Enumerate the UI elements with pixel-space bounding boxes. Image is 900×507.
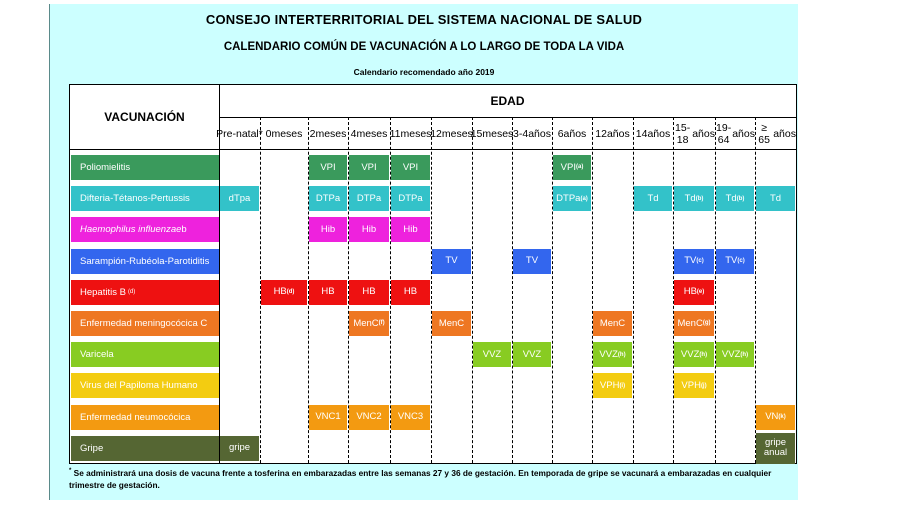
vaccine-dose-cell bbox=[220, 436, 259, 461]
vaccine-name-text: Sarampión-Rubéola-Parotiditis bbox=[80, 255, 210, 267]
dose-label: TV bbox=[525, 255, 539, 267]
footnote-ref: (e) bbox=[696, 289, 705, 296]
dose-label: VN bbox=[765, 411, 779, 423]
column-divider bbox=[472, 117, 473, 463]
dose-label: VPI bbox=[402, 161, 419, 173]
vaccine-dose-cell bbox=[674, 342, 714, 367]
vaccine-name-text: Enfermedad neumocócica bbox=[80, 411, 191, 423]
vaccine-dose-cell bbox=[261, 280, 307, 305]
vaccine-name bbox=[71, 217, 219, 242]
footnote-text: Se administrará una dosis de vacuna frente a tosferina en embarazadas entre las semanas 27 y 36 de gestación. En temporada de gripe se vacunará a embarazadas en cualquier trimestre de gestación. bbox=[69, 468, 772, 491]
vaccine-dose-cell bbox=[432, 249, 471, 274]
dose-label: VNC2 bbox=[356, 411, 382, 423]
vaccine-dose-cell bbox=[756, 405, 795, 430]
vaccine-name-text: Gripe bbox=[80, 442, 104, 454]
age-header-cell bbox=[552, 118, 592, 150]
vaccine-dose-cell bbox=[309, 217, 347, 242]
dose-label: gripe bbox=[228, 442, 251, 454]
vaccine-dose-cell bbox=[349, 280, 389, 305]
age-unit: años bbox=[692, 127, 715, 140]
footnote-ref: (h) bbox=[740, 351, 749, 358]
footnote-ref: (h) bbox=[699, 351, 708, 358]
age-unit: años bbox=[563, 127, 587, 140]
footnote-ref: (c) bbox=[737, 257, 745, 264]
footnote-ref: (k) bbox=[778, 413, 786, 420]
vaccine-name bbox=[71, 186, 219, 211]
vaccine-dose-cell bbox=[349, 155, 389, 180]
vaccine-name-text: Hepatitis B bbox=[80, 286, 126, 298]
vaccine-name-text: Enfermedad meningocócica C bbox=[80, 318, 208, 329]
vaccine-dose-cell bbox=[391, 186, 430, 211]
year-note: Calendario recomendado año 2019 bbox=[353, 67, 495, 77]
dose-label: Td bbox=[725, 192, 737, 204]
vaccine-name bbox=[71, 249, 219, 274]
dose-label: MenC bbox=[438, 317, 465, 329]
dose-label: TV bbox=[684, 255, 697, 267]
dose-label: VVZ bbox=[721, 348, 741, 360]
dose-label: VVZ bbox=[680, 348, 700, 360]
vaccine-dose-cell bbox=[593, 311, 632, 336]
vaccine-name-text: Poliomielitis bbox=[80, 162, 131, 173]
vaccine-name-suffix: b bbox=[181, 224, 187, 236]
dose-label: HB bbox=[273, 286, 287, 298]
age-header-cell bbox=[673, 118, 715, 150]
dose-label: DTPa bbox=[556, 192, 581, 204]
dose-label: VNC1 bbox=[315, 411, 341, 423]
age-header-cell bbox=[633, 118, 673, 150]
vaccine-dose-cell bbox=[716, 342, 754, 367]
footnote-ref: (a) bbox=[580, 195, 588, 202]
age-header-cell bbox=[308, 118, 348, 150]
footnote-ref: (c) bbox=[696, 257, 704, 264]
age-value: 2 bbox=[309, 127, 316, 140]
dose-label: VNC3 bbox=[397, 411, 424, 423]
vaccine-dose-cell bbox=[513, 342, 551, 367]
age-header-cell bbox=[390, 118, 431, 150]
age-header-cell bbox=[472, 118, 512, 150]
dose-label: Td bbox=[647, 192, 659, 204]
footnote bbox=[69, 467, 797, 491]
dose-label: Td bbox=[769, 192, 782, 204]
age-value: Pre- bbox=[216, 127, 236, 140]
footnote-ref: (d) bbox=[127, 289, 136, 296]
dose-label: VVZ bbox=[599, 348, 618, 360]
dose-label: Td bbox=[684, 192, 696, 204]
vaccine-dose-cell bbox=[513, 249, 551, 274]
dose-label: HB bbox=[683, 286, 697, 298]
column-divider bbox=[715, 117, 716, 463]
age-header-cell bbox=[216, 118, 263, 150]
footnote-ref: (a) bbox=[575, 164, 584, 171]
age-value: 15-18 bbox=[675, 121, 691, 146]
dose-label: VVZ bbox=[522, 348, 542, 360]
age-header-cell bbox=[715, 118, 755, 150]
vaccine-dose-cell bbox=[473, 342, 511, 367]
column-divider bbox=[633, 117, 634, 463]
vaccine-name bbox=[71, 436, 219, 461]
vaccination-table bbox=[69, 84, 797, 464]
dose-label: MenC bbox=[677, 317, 703, 329]
vaccine-name-text: Varicela bbox=[80, 349, 114, 361]
dose-label: HB bbox=[362, 286, 376, 298]
dose-label: VPI bbox=[560, 161, 576, 173]
dose-label: dTpa bbox=[228, 192, 251, 204]
vaccine-dose-cell bbox=[391, 405, 430, 430]
footnote-ref: (g) bbox=[702, 320, 711, 327]
vaccine-dose-cell bbox=[674, 186, 714, 211]
vaccine-dose-cell bbox=[349, 311, 389, 336]
column-divider bbox=[512, 117, 513, 463]
age-value: 6 bbox=[557, 127, 564, 140]
footnote-ref: (i) bbox=[619, 382, 626, 389]
vaccine-dose-cell bbox=[716, 249, 754, 274]
dose-label: Hib bbox=[361, 223, 377, 235]
vaccine-name-text: Virus del Papiloma Humano bbox=[80, 380, 198, 392]
age-header-cell bbox=[755, 118, 796, 150]
age-unit: años bbox=[773, 127, 796, 140]
dose-label: VPI bbox=[361, 161, 377, 173]
age-value: 15 bbox=[470, 127, 483, 140]
dose-label: MenC bbox=[353, 317, 379, 329]
dose-label: Hib bbox=[320, 223, 336, 235]
age-unit: años bbox=[528, 127, 551, 140]
dose-label: Hib bbox=[403, 223, 418, 235]
vaccine-name bbox=[71, 342, 219, 367]
vaccine-name bbox=[71, 155, 219, 180]
age-unit: meses bbox=[271, 127, 303, 140]
vaccine-dose-cell bbox=[674, 249, 714, 274]
dose-label: DTPa bbox=[315, 192, 341, 204]
dose-label: gripe anual bbox=[763, 437, 788, 459]
age-value: 12 bbox=[595, 127, 607, 140]
age-unit: meses bbox=[315, 127, 347, 140]
dose-label: VVZ bbox=[482, 348, 502, 360]
dose-label: HB bbox=[403, 286, 418, 298]
column-divider bbox=[431, 117, 432, 463]
vaccine-dose-cell bbox=[391, 280, 430, 305]
vaccine-dose-cell bbox=[309, 405, 347, 430]
age-unit: meses bbox=[400, 127, 432, 140]
age-value: 12 bbox=[430, 127, 442, 140]
age-column-header: EDAD bbox=[490, 94, 525, 108]
vaccine-dose-cell bbox=[756, 433, 795, 464]
dose-label: DTPa bbox=[356, 192, 382, 204]
age-value: 11 bbox=[389, 127, 401, 140]
dose-label: TV bbox=[725, 255, 738, 267]
age-header-cell bbox=[592, 118, 633, 150]
vaccine-dose-cell bbox=[674, 280, 714, 305]
vaccine-dose-cell bbox=[593, 373, 632, 398]
vaccine-dose-cell bbox=[220, 186, 259, 211]
vaccine-dose-cell bbox=[309, 280, 347, 305]
footnote-ref: (b) bbox=[695, 195, 704, 202]
vaccine-dose-cell bbox=[593, 342, 632, 367]
vaccine-name bbox=[71, 373, 219, 398]
vaccine-name bbox=[71, 405, 219, 430]
age-unit: meses bbox=[441, 127, 473, 140]
age-unit: años bbox=[606, 127, 630, 140]
age-unit: meses bbox=[482, 127, 514, 140]
age-unit: años bbox=[647, 127, 671, 140]
column-divider bbox=[592, 117, 593, 463]
footnote-mark: * bbox=[69, 468, 72, 475]
vaccine-dose-cell bbox=[674, 311, 714, 336]
age-header-cell bbox=[431, 118, 472, 150]
vaccine-dose-cell bbox=[349, 405, 389, 430]
vaccine-dose-cell bbox=[756, 186, 795, 211]
age-header-cell bbox=[348, 118, 390, 150]
footnote-ref: (f) bbox=[378, 320, 385, 327]
vaccine-dose-cell bbox=[553, 186, 591, 211]
dose-label: MenC bbox=[599, 317, 626, 329]
age-header-cell bbox=[260, 118, 308, 150]
vaccine-dose-cell bbox=[349, 186, 389, 211]
vaccination-calendar-panel bbox=[49, 4, 798, 500]
age-unit: meses bbox=[356, 127, 388, 140]
age-value: 14 bbox=[635, 127, 648, 140]
dose-label: VPH bbox=[599, 379, 620, 391]
vaccine-dose-cell bbox=[716, 186, 754, 211]
dose-label: TV bbox=[445, 255, 458, 267]
age-value: 4 bbox=[350, 127, 357, 140]
page-subtitle: CALENDARIO COMÚN DE VACUNACIÓN A LO LARGO DE TODA LA VIDA bbox=[223, 41, 625, 53]
age-value: ≥ 65 bbox=[758, 121, 770, 146]
vaccine-name-italic: Haemophilus influenzae bbox=[80, 224, 182, 236]
vaccine-dose-cell bbox=[391, 217, 430, 242]
age-unit: años bbox=[732, 127, 755, 140]
vaccine-dose-cell bbox=[391, 155, 430, 180]
footnote-ref: (h) bbox=[617, 351, 626, 358]
age-header-cell bbox=[512, 118, 552, 150]
dose-label: VPH bbox=[681, 379, 701, 391]
vaccine-dose-cell bbox=[309, 155, 347, 180]
vaccination-column-header: VACUNACIÓN bbox=[104, 110, 185, 124]
footnote-ref: (j) bbox=[700, 382, 707, 389]
vaccine-name bbox=[71, 280, 219, 305]
dose-label: DTPa bbox=[398, 192, 423, 204]
vaccine-dose-cell bbox=[349, 217, 389, 242]
footnote-ref: (b) bbox=[736, 195, 745, 202]
age-value: 19-64 bbox=[716, 121, 732, 146]
vaccine-dose-cell bbox=[553, 155, 591, 180]
vaccine-dose-cell bbox=[432, 311, 471, 336]
vaccine-dose-cell bbox=[634, 186, 672, 211]
dose-label: VPI bbox=[320, 161, 336, 173]
vaccine-name-text: Difteria-Tétanos-Pertussis bbox=[80, 193, 190, 205]
age-value: 0 bbox=[265, 127, 272, 140]
age-value: 3-4 bbox=[513, 127, 529, 140]
page-title: CONSEJO INTERTERRITORIAL DEL SISTEMA NACIONAL DE SALUD bbox=[205, 12, 643, 27]
vaccine-dose-cell bbox=[674, 373, 714, 398]
vaccine-name bbox=[71, 311, 219, 336]
vaccine-dose-cell bbox=[309, 186, 347, 211]
age-unit: natal* bbox=[236, 127, 263, 140]
footnote-ref: (d) bbox=[286, 289, 295, 296]
dose-label: HB bbox=[321, 286, 335, 298]
